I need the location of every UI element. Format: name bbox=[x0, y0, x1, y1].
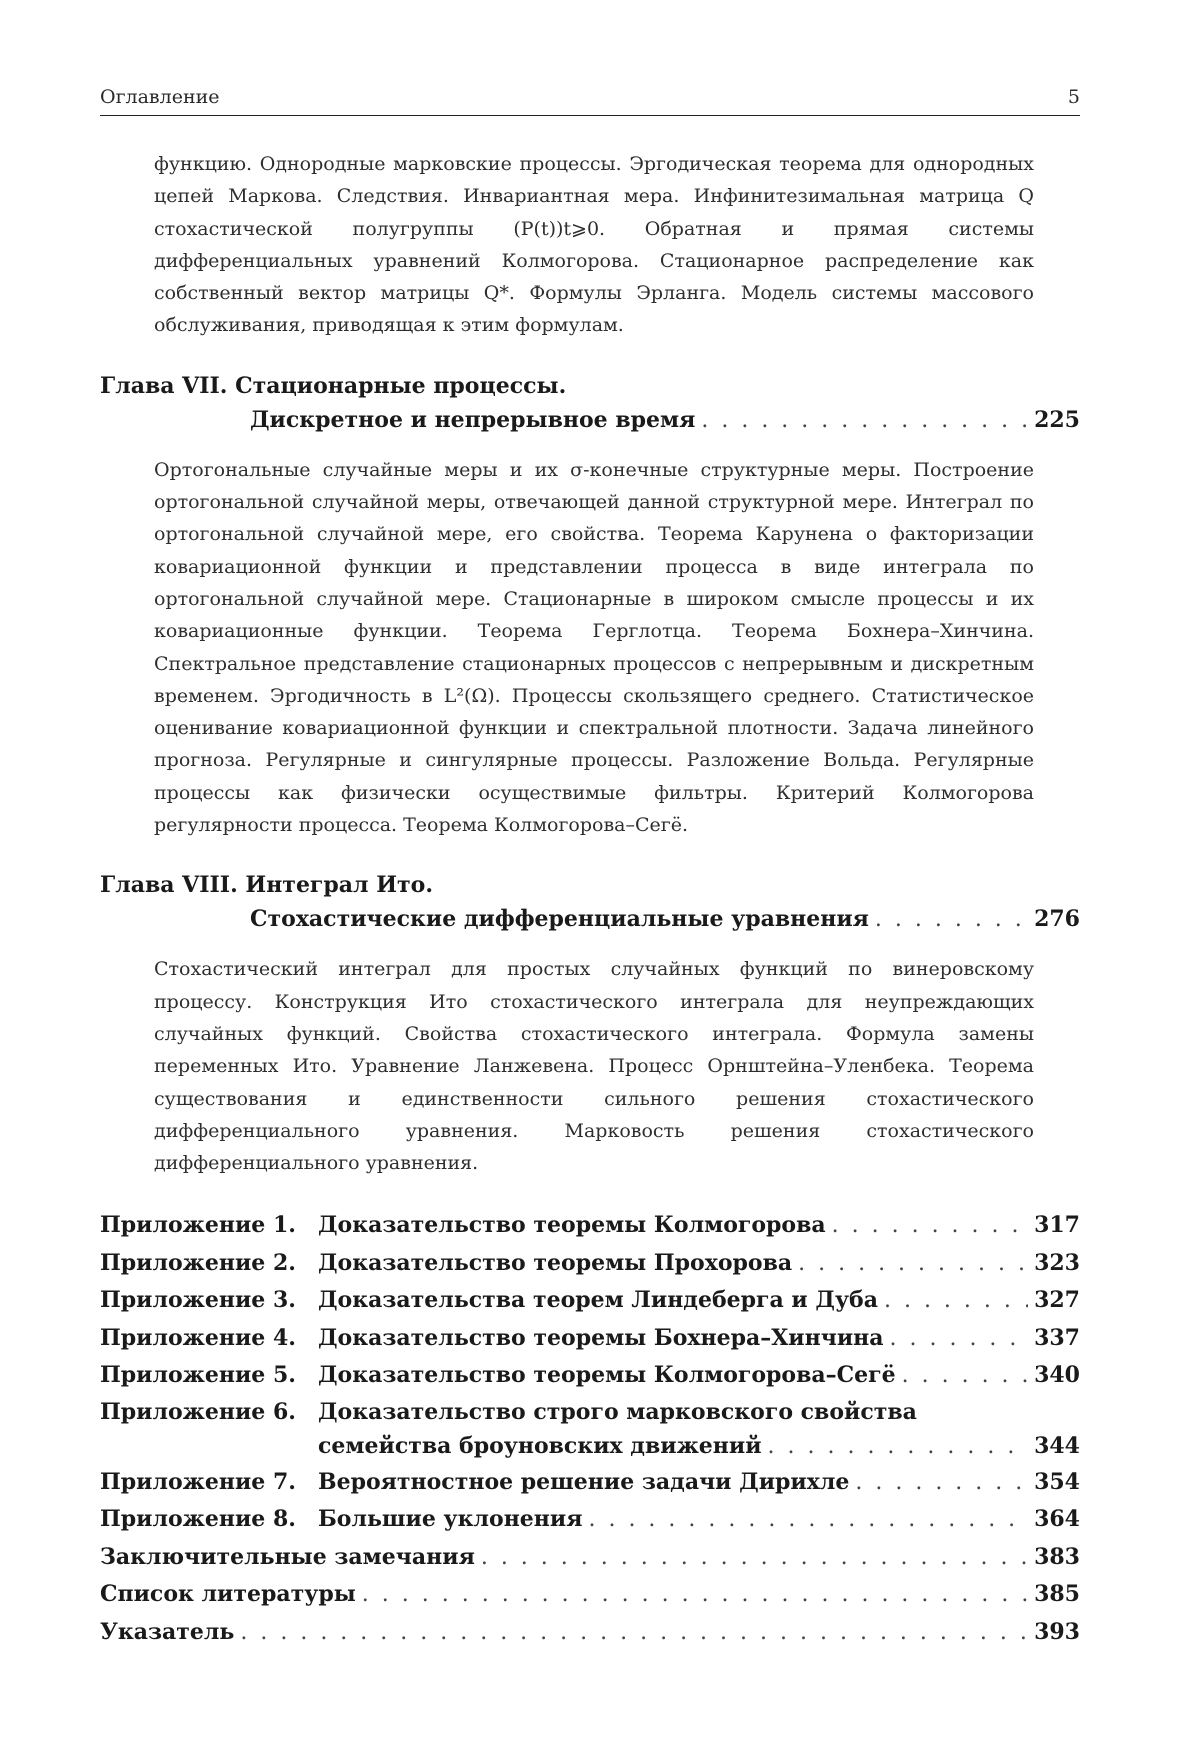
dot-leader bbox=[875, 903, 1028, 937]
toc-appendix-1[interactable] bbox=[100, 1207, 1080, 1245]
dot-leader bbox=[855, 1464, 1028, 1502]
chapter-summary: Ортогональные случайные меры и их σ-конечные структурные меры. Построение ортогональной случайной меры, отвечающей данной структурной мере. Интеграл по ортогональной случайной мере, его свойства. Теорема Карунена о факторизации ковариационной функции и представлении процесса в виде интеграла по ортогональной случайной мере. Стационарные в широком смысле процессы и их ковариационные функции. Теорема Герглотца. Теорема Бохнера–Хинчина. Спектральное представление стационарных процессов с непрерывным и дискретным временем. Эргодичность в L²(Ω). Процессы скользящего среднего. Статистическое оценивание ковариационной функции и спектральной плотности. Задача линейного прогноза. Регулярные и сингулярные процессы. Разложение Вольда. Регулярные процессы как физически осуществимые фильтры. Критерий Колмогорова регулярности процесса. Теорема Колмогорова–Сегё. bbox=[154, 458, 1034, 837]
dot-leader bbox=[884, 1282, 1028, 1320]
appendix-title: Большие уклонения bbox=[318, 1506, 583, 1533]
appendix-page-number: 340 bbox=[1034, 1362, 1080, 1389]
dot-leader bbox=[798, 1245, 1028, 1283]
appendix-page-number: 364 bbox=[1034, 1506, 1080, 1533]
appendix-title: Доказательство теоремы Колмогорова–Сегё bbox=[318, 1362, 896, 1389]
chapter-title-line2: Дискретное и непрерывное время bbox=[250, 406, 696, 433]
appendix-label: Приложение 6. bbox=[100, 1398, 296, 1425]
toc-chapter-8[interactable] bbox=[100, 869, 1080, 937]
appendix-list bbox=[100, 1207, 1080, 1651]
appendix-page-number: 327 bbox=[1034, 1287, 1080, 1314]
intro-paragraph: функцию. Однородные марковские процессы. Эргодическая теорема для однородных цепей Маркова. Следствия. Инвариантная мера. Инфинитезимальная матрица Q стохастической полугруппы (P(t))t⩾0. Обратная и прямая системы дифференциальных уравнений Колмогорова. Стационарное распределение как собственный вектор матрицы Q*. Формулы Эрланга. Модель системы массового обслуживания, приводящая к этим формулам. bbox=[154, 153, 1034, 337]
appendix-label: Приложение 8. bbox=[100, 1506, 296, 1533]
toc-appendix-3[interactable] bbox=[100, 1282, 1080, 1320]
dot-leader bbox=[481, 1539, 1028, 1577]
dot-leader bbox=[902, 1357, 1028, 1395]
toc-conclusion[interactable] bbox=[100, 1539, 1080, 1577]
chapter-summary: Стохастический интеграл для простых случайных функций по винеровскому процессу. Конструкция Ито стохастического интеграла для неупреждающих случайных функций. Свойства стохастического интеграла. Формула замены переменных Ито. Уравнение Ланжевена. Процесс Орнштейна–Уленбека. Теорема существования и единственности сильного решения стохастического дифференциального уравнения. Марковость решения стохастического дифференциального уравнения. bbox=[154, 958, 1034, 1175]
toc-appendix-4[interactable] bbox=[100, 1320, 1080, 1358]
back-matter-title: Список литературы bbox=[100, 1581, 356, 1608]
appendix-label: Приложение 5. bbox=[100, 1362, 296, 1389]
page-number: 5 bbox=[1067, 86, 1080, 108]
dot-leader bbox=[701, 404, 1028, 438]
toc-appendix-8[interactable] bbox=[100, 1501, 1080, 1539]
back-matter-title: Указатель bbox=[100, 1618, 235, 1645]
appendix-page-number: 317 bbox=[1034, 1212, 1080, 1239]
chapter-page-number: 276 bbox=[1034, 906, 1080, 933]
table-of-contents bbox=[100, 148, 1080, 1651]
back-matter-page-number: 393 bbox=[1034, 1618, 1080, 1645]
dot-leader bbox=[768, 1430, 1029, 1464]
chapter-page-number: 225 bbox=[1034, 406, 1080, 433]
toc-appendix-7[interactable] bbox=[100, 1464, 1080, 1502]
appendix-title: Доказательство теоремы Бохнера–Хинчина bbox=[318, 1324, 884, 1351]
appendix-title: Доказательство теоремы Колмогорова bbox=[318, 1212, 826, 1239]
running-header-title: Оглавление bbox=[100, 86, 220, 108]
appendix-label: Приложение 7. bbox=[100, 1468, 296, 1495]
chapter-title-line2: Стохастические дифференциальные уравнения bbox=[250, 906, 869, 933]
appendix-label: Приложение 1. bbox=[100, 1212, 296, 1239]
back-matter-title: Заключительные замечания bbox=[100, 1543, 475, 1570]
toc-appendix-5[interactable] bbox=[100, 1357, 1080, 1395]
dot-leader bbox=[362, 1576, 1028, 1614]
appendix-label: Приложение 3. bbox=[100, 1287, 296, 1314]
appendix-title: Доказательство теоремы Прохорова bbox=[318, 1249, 793, 1276]
dot-leader bbox=[588, 1501, 1028, 1539]
toc-chapter-7[interactable] bbox=[100, 370, 1080, 438]
dot-leader bbox=[832, 1207, 1028, 1245]
dot-leader bbox=[240, 1614, 1028, 1652]
appendix-page-number: 323 bbox=[1034, 1249, 1080, 1276]
toc-appendix-2[interactable] bbox=[100, 1245, 1080, 1283]
header-rule bbox=[100, 115, 1080, 116]
appendix-label: Приложение 4. bbox=[100, 1324, 296, 1351]
appendix-title-line2: семейства броуновских движений bbox=[318, 1432, 762, 1459]
toc-index[interactable] bbox=[100, 1614, 1080, 1652]
appendix-page-number: 344 bbox=[1034, 1432, 1080, 1459]
toc-appendix-6[interactable] bbox=[100, 1395, 1080, 1464]
chapter-title-line1: Глава VIII. Интеграл Ито. bbox=[100, 872, 433, 899]
dot-leader bbox=[890, 1320, 1029, 1358]
appendix-title: Доказательство строго марковского свойства bbox=[318, 1398, 917, 1425]
appendix-title: Вероятностное решение задачи Дирихле bbox=[318, 1468, 850, 1495]
appendix-page-number: 354 bbox=[1034, 1468, 1080, 1495]
appendix-page-number: 337 bbox=[1034, 1324, 1080, 1351]
toc-references[interactable] bbox=[100, 1576, 1080, 1614]
appendix-label: Приложение 2. bbox=[100, 1249, 296, 1276]
back-matter-page-number: 385 bbox=[1034, 1581, 1080, 1608]
appendix-title: Доказательства теорем Линдеберга и Дуба bbox=[318, 1287, 878, 1314]
chapter-title-line1: Глава VII. Стационарные процессы. bbox=[100, 372, 567, 399]
back-matter-page-number: 383 bbox=[1034, 1543, 1080, 1570]
running-header bbox=[100, 86, 1080, 108]
